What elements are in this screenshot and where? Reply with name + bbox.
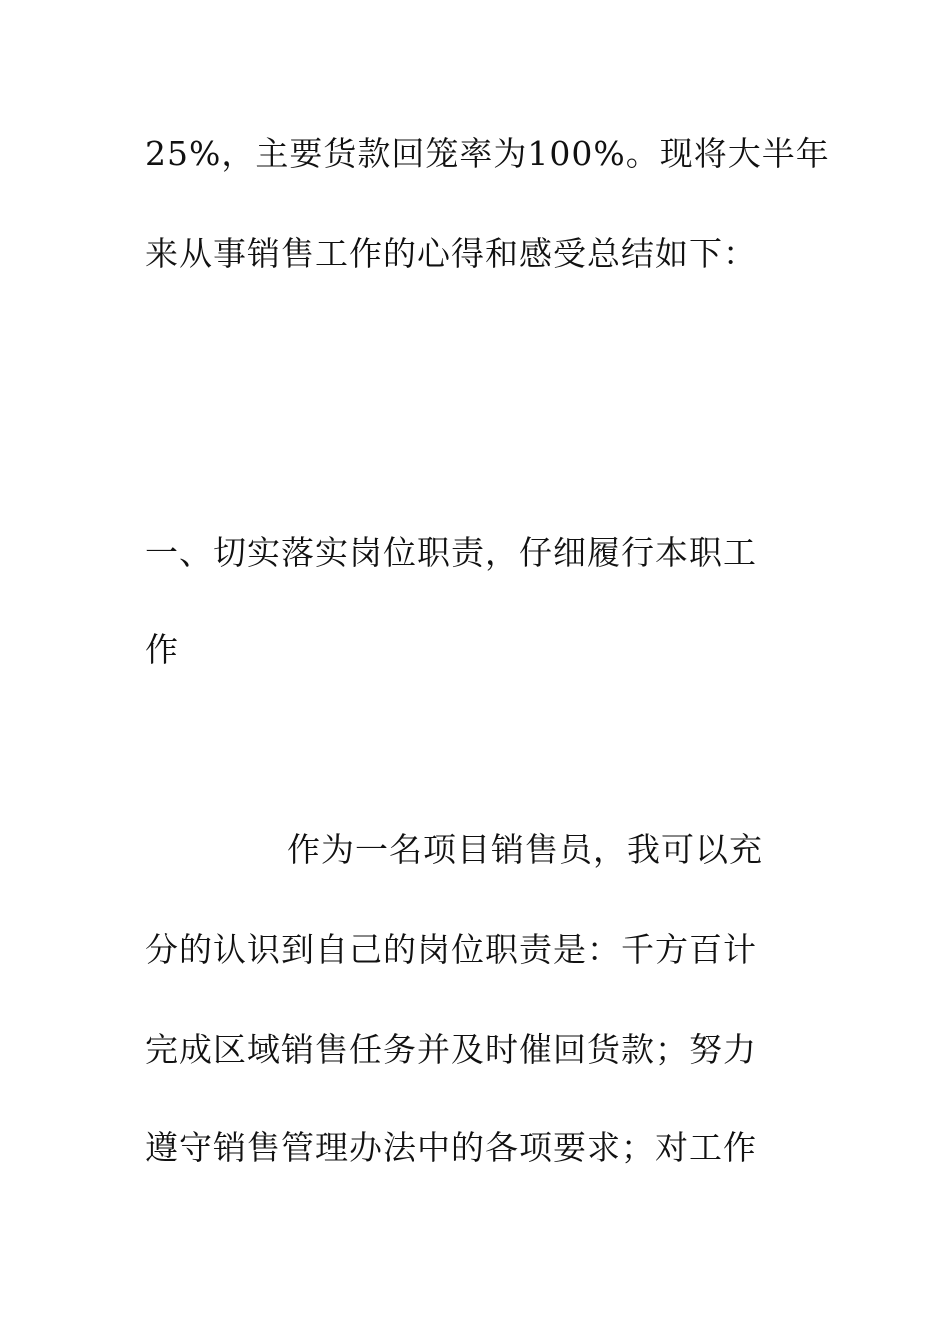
body-line-3: 完成区域销售任务并及时催回货款；努力 <box>145 1030 757 1069</box>
intro-line-2: 来从事销售工作的心得和感受总结如下： <box>145 234 757 273</box>
section-heading-line-1: 一、切实落实岗位职责，仔细履行本职工 <box>145 533 757 572</box>
body-line-2: 分的认识到自己的岗位职责是：千方百计 <box>145 930 757 969</box>
section-heading-line-2: 作 <box>145 630 179 669</box>
intro-line-1: 25%，主要货款回笼率为100%。现将大半年 <box>145 134 830 173</box>
body-line-1: 作为一名项目销售员，我可以充 <box>287 830 763 869</box>
body-line-4: 遵守销售管理办法中的各项要求；对工作 <box>145 1128 757 1167</box>
